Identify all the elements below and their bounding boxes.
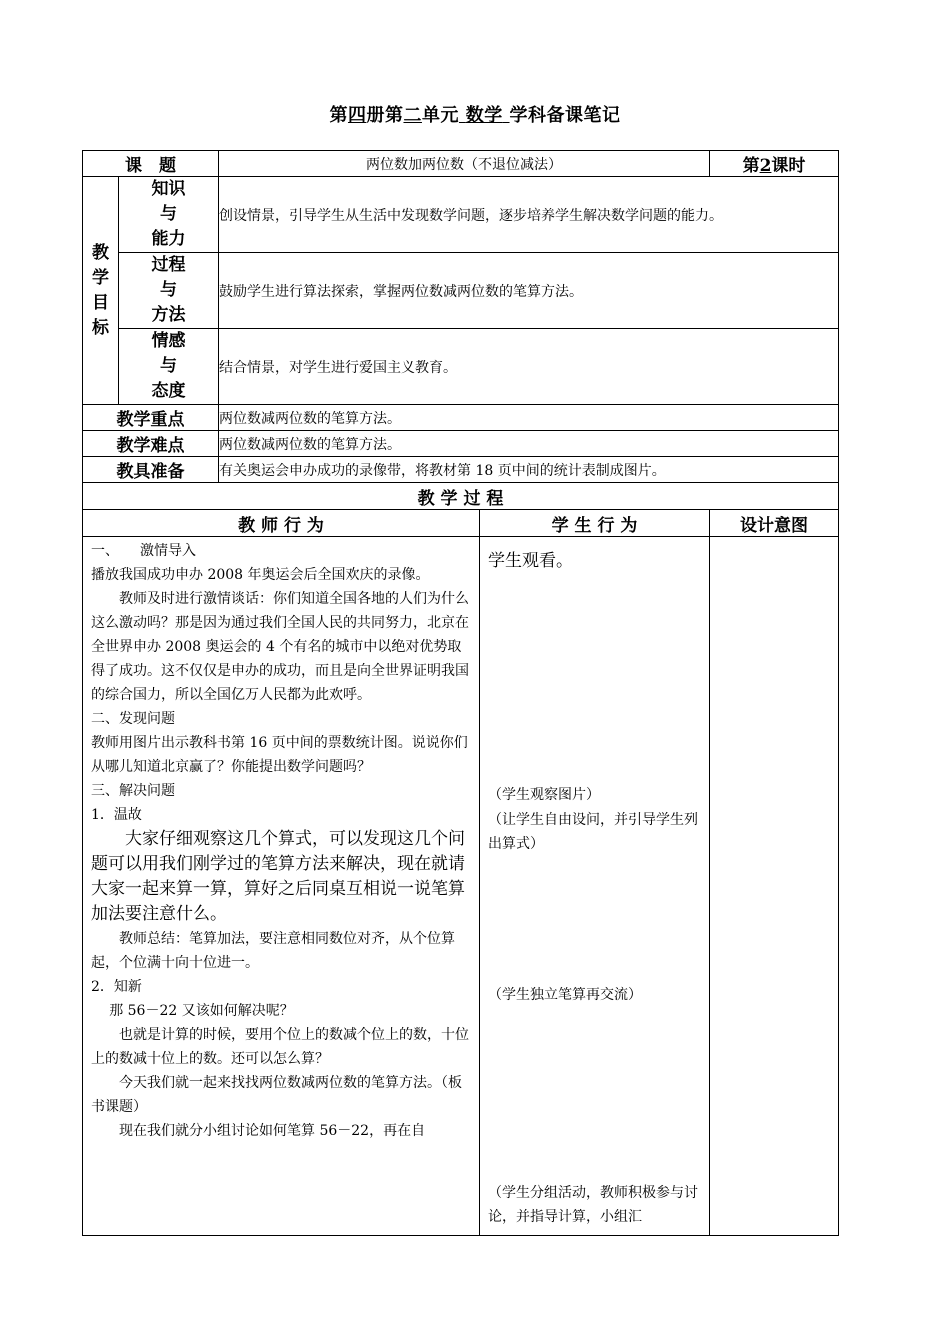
col-design-header: 设计意图: [710, 510, 839, 537]
goal-row: [83, 329, 839, 405]
goal-row: [83, 253, 839, 329]
teacher-paragraph: 播放我国成功申办 2008 年奥运会后全国欢庆的录像。: [91, 567, 430, 583]
goal-text: 创设情景，引导学生从生活中发现数学问题，逐步培养学生解决数学问题的能力。: [219, 177, 839, 253]
period-cell: [710, 151, 839, 177]
difficulty-text: 两位数减两位数的笔算方法。: [219, 431, 839, 457]
goal-sub-text: 能力: [151, 229, 186, 249]
goal-sub-text: 与: [160, 280, 177, 300]
teacher-paragraph: 现在我们就分小组讨论如何笔算 56－22，再在自: [119, 1123, 426, 1139]
goal-sub-text: 知识: [151, 179, 186, 199]
materials-label: 教具准备: [83, 457, 219, 483]
goal-sub-text: 方法: [151, 305, 186, 325]
goals-label-char: 学: [92, 267, 109, 288]
goal-sub-text: 态度: [151, 381, 186, 401]
section-heading: 二、发现问题: [91, 711, 175, 727]
topic-value: 两位数加两位数（不退位减法）: [219, 151, 710, 177]
student-note: （学生分组活动，教师积极参与讨论，并指导计算，小组汇: [488, 1185, 698, 1225]
key-point-label: 教学重点: [83, 405, 219, 431]
process-header-row: [83, 510, 839, 537]
materials-text: 有关奥运会申办成功的录像带，将教材第 18 页中间的统计表制成图片。: [219, 457, 839, 483]
col-teacher-header: 教 师 行 为: [83, 510, 480, 537]
student-actions: [480, 537, 710, 1236]
process-title-row: [83, 483, 839, 510]
student-note: （学生独立笔算再交流）: [488, 987, 642, 1003]
title-subject: 数学: [465, 105, 503, 126]
design-intent: [710, 537, 839, 1236]
student-note: （学生观察图片）: [488, 787, 600, 803]
title-text: 第: [329, 105, 348, 126]
key-point-text: 两位数减两位数的笔算方法。: [219, 405, 839, 431]
teacher-paragraph: 大家仔细观察这几个算式，可以发现这几个问题可以用我们刚学过的笔算方法来解决，现在就请大家一起来算一算，算好之后同桌互相说一说笔算加法要注意什么。: [91, 829, 465, 924]
period-prefix: 第: [742, 156, 760, 176]
info-row: [83, 431, 839, 457]
process-title: 教 学 过 程: [83, 483, 839, 510]
teacher-paragraph: 教师及时进行激情谈话：你们知道全国各地的人们为什么这么激动吗？那是因为通过我们全国人民的共同努力，北京在全世界申办 2008 奥运会的 4 个有名的城市中以绝对优势取得了成功。这不仅仅是申办的成功，而且是向全世界证明我国的综合国力，所以全国亿万人民都为此欢呼。: [91, 591, 469, 703]
info-row: [83, 405, 839, 431]
period-suffix: 课时: [771, 156, 806, 176]
goal-sub-label: [119, 329, 219, 405]
col-student-header: 学 生 行 为: [480, 510, 710, 537]
student-note: 学生观看。: [488, 551, 573, 571]
title-text: 册第: [366, 105, 404, 126]
goals-label-char: 教: [92, 242, 109, 263]
goals-label-char: 目: [92, 292, 109, 313]
lesson-plan-table: [82, 150, 839, 1236]
goal-sub-text: 过程: [151, 255, 186, 275]
title-unit: 二: [403, 105, 422, 126]
period-number: 2: [759, 156, 772, 176]
teacher-actions: [83, 537, 480, 1236]
subsection-heading: 1．温故: [91, 807, 142, 823]
page-title: [0, 101, 950, 127]
info-row: [83, 457, 839, 483]
goal-sub-label: [119, 253, 219, 329]
title-text: 单元: [421, 105, 459, 126]
process-body-row: [83, 537, 839, 1236]
topic-row: [83, 151, 839, 177]
section-heading: 一、 激情导入: [91, 543, 196, 559]
topic-label: 课 题: [83, 151, 219, 177]
student-note: （让学生自由设问，并引导学生列出算式）: [488, 812, 698, 852]
goals-label-char: 标: [92, 317, 109, 338]
teacher-paragraph: 教师用图片出示教科书第 16 页中间的票数统计图。说说你们从哪儿知道北京赢了？你能提出数学问题吗？: [91, 735, 468, 775]
teacher-paragraph: 今天我们就一起来找找两位数减两位数的笔算方法。（板书课题）: [91, 1075, 462, 1115]
goal-text: 结合情景，对学生进行爱国主义教育。: [219, 329, 839, 405]
teacher-paragraph: 也就是计算的时候，要用个位上的数减个位上的数，十位上的数减十位上的数。还可以怎么算？: [91, 1027, 469, 1067]
teacher-paragraph: 那 56－22 又该如何解决呢？: [109, 1003, 294, 1019]
goals-label: [83, 177, 119, 405]
subsection-heading: 2．知新: [91, 979, 142, 995]
section-heading: 三、解决问题: [91, 783, 175, 799]
goal-sub-text: 与: [160, 356, 177, 376]
difficulty-label: 教学难点: [83, 431, 219, 457]
title-volume: 四: [347, 105, 367, 126]
teacher-paragraph: 教师总结：笔算加法，要注意相同数位对齐，从个位算起，个位满十向十位进一。: [91, 931, 455, 971]
goal-row: [83, 177, 839, 253]
goal-sub-text: 与: [160, 204, 177, 224]
goal-sub-label: [119, 177, 219, 253]
goal-text: 鼓励学生进行算法探索，掌握两位数减两位数的笔算方法。: [219, 253, 839, 329]
goal-sub-text: 情感: [151, 331, 186, 351]
title-text: 学科备课笔记: [509, 105, 621, 126]
